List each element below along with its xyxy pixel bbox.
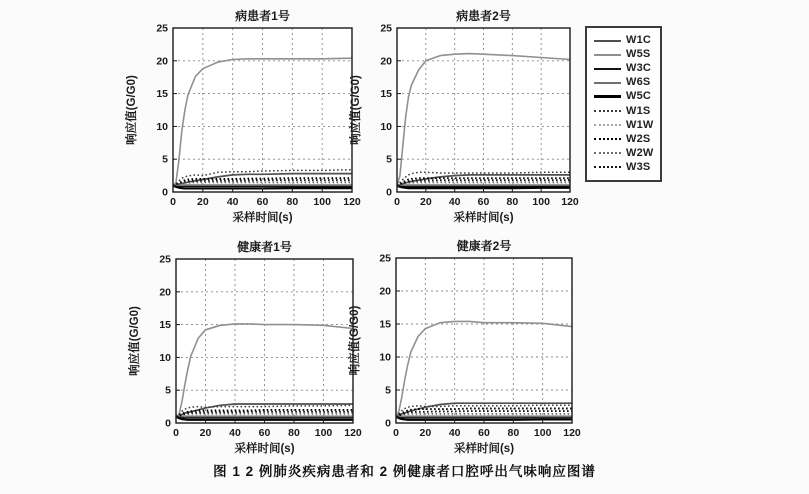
x-tick-label: 60 bbox=[258, 427, 271, 439]
legend-item-label: W1C bbox=[626, 34, 652, 46]
legend-line-sample bbox=[594, 82, 621, 84]
y-tick-label: 20 bbox=[159, 286, 171, 299]
legend-line-sample bbox=[594, 110, 621, 112]
y-tick-label: 20 bbox=[379, 285, 391, 298]
y-tick-label: 25 bbox=[156, 22, 168, 35]
x-tick-label: 120 bbox=[343, 196, 361, 208]
x-tick-label: 20 bbox=[196, 196, 209, 208]
chart-svg bbox=[340, 6, 585, 228]
x-tick-label: 100 bbox=[532, 196, 550, 208]
y-tick-label: 20 bbox=[380, 55, 392, 68]
x-tick-label: 20 bbox=[419, 196, 432, 208]
x-tick-label: 80 bbox=[506, 196, 519, 208]
y-axis-label: 响应值(G/G0) bbox=[350, 75, 362, 145]
legend-item-label: W6S bbox=[626, 76, 651, 89]
x-tick-label: 120 bbox=[344, 427, 362, 439]
chart-title: 病患者2号 bbox=[456, 9, 511, 23]
x-axis-label: 采样时间(s) bbox=[453, 212, 514, 224]
y-tick-label: 0 bbox=[162, 186, 168, 199]
legend-line-sample bbox=[594, 152, 621, 154]
x-tick-label: 120 bbox=[563, 427, 581, 439]
x-tick-label: 0 bbox=[394, 196, 400, 208]
y-tick-label: 15 bbox=[156, 88, 168, 101]
x-tick-label: 80 bbox=[286, 196, 299, 208]
x-tick-label: 100 bbox=[533, 427, 552, 439]
x-tick-label: 80 bbox=[507, 427, 520, 439]
chart-title: 健康者1号 bbox=[237, 240, 292, 254]
y-tick-label: 10 bbox=[156, 120, 168, 133]
x-axis-label: 采样时间(s) bbox=[453, 443, 515, 455]
y-tick-label: 15 bbox=[380, 88, 392, 101]
legend-item-W3S bbox=[594, 162, 656, 173]
legend-line-sample bbox=[594, 68, 621, 70]
legend-line-sample bbox=[594, 124, 621, 126]
legend-item-W1W bbox=[594, 120, 656, 131]
y-tick-label: 5 bbox=[162, 153, 168, 166]
legend-item-W1S bbox=[594, 106, 656, 117]
chart-healthy-1 bbox=[118, 237, 370, 459]
y-tick-label: 0 bbox=[385, 417, 391, 430]
y-tick-label: 5 bbox=[385, 384, 391, 397]
legend-item-W2S bbox=[594, 134, 656, 145]
chart-patient-2 bbox=[340, 6, 585, 228]
x-axis-label: 采样时间(s) bbox=[234, 443, 295, 455]
legend-line-sample bbox=[594, 166, 621, 168]
legend-item-W1C bbox=[594, 35, 656, 46]
chart-svg bbox=[118, 237, 370, 459]
x-tick-label: 100 bbox=[314, 427, 333, 439]
chart-healthy-2 bbox=[339, 236, 587, 458]
x-tick-label: 0 bbox=[170, 196, 176, 208]
y-tick-label: 10 bbox=[380, 120, 392, 133]
y-tick-label: 10 bbox=[159, 351, 171, 364]
legend-line-sample bbox=[594, 95, 621, 98]
y-axis-label: 响应值(G/G0) bbox=[349, 305, 361, 376]
chart-title: 病患者1号 bbox=[235, 9, 290, 23]
legend-item-label: W1S bbox=[626, 104, 651, 117]
x-tick-label: 40 bbox=[229, 427, 241, 439]
legend-item-W6S bbox=[594, 77, 656, 88]
legend-item-W5C bbox=[594, 91, 656, 102]
x-tick-label: 60 bbox=[477, 196, 490, 208]
legend-item-W3C bbox=[594, 63, 656, 74]
y-tick-label: 25 bbox=[379, 252, 391, 265]
chart-svg bbox=[115, 6, 370, 228]
x-tick-label: 0 bbox=[173, 427, 179, 439]
y-tick-label: 5 bbox=[386, 153, 392, 166]
y-tick-label: 20 bbox=[156, 55, 168, 68]
y-axis-label: 响应值(G/G0) bbox=[129, 306, 141, 376]
legend-item-label: W5S bbox=[626, 48, 651, 61]
chart-patient-1 bbox=[115, 6, 370, 228]
legend bbox=[585, 26, 662, 182]
legend-item-label: W3S bbox=[626, 160, 651, 173]
y-tick-label: 25 bbox=[380, 22, 392, 35]
legend-item-W2W bbox=[594, 148, 656, 159]
chart-title: 健康者2号 bbox=[456, 239, 512, 253]
legend-item-label: W2S bbox=[626, 132, 651, 145]
x-tick-label: 40 bbox=[226, 196, 239, 208]
legend-item-label: W3C bbox=[626, 62, 652, 75]
legend-line-sample bbox=[594, 54, 621, 56]
legend-item-label: W1W bbox=[626, 118, 654, 131]
legend-item-label: W5C bbox=[626, 90, 652, 103]
legend-line-sample bbox=[594, 40, 621, 42]
x-tick-label: 100 bbox=[313, 196, 331, 208]
x-tick-label: 20 bbox=[199, 427, 212, 439]
legend-item-label: W2W bbox=[626, 146, 654, 159]
chart-svg bbox=[339, 236, 587, 458]
y-tick-label: 0 bbox=[386, 186, 392, 199]
y-axis-label: 响应值(G/G0) bbox=[126, 75, 138, 145]
figure-caption: 图 1 2 例肺炎疾病患者和 2 例健康者口腔呼出气味响应图谱 bbox=[213, 464, 596, 479]
x-axis-label: 采样时间(s) bbox=[232, 212, 293, 224]
x-tick-label: 60 bbox=[256, 196, 269, 208]
x-tick-label: 80 bbox=[288, 427, 300, 439]
x-tick-label: 60 bbox=[478, 427, 490, 439]
legend-item-W5S bbox=[594, 49, 656, 60]
y-tick-label: 25 bbox=[159, 253, 171, 266]
x-tick-label: 20 bbox=[419, 427, 432, 439]
y-tick-label: 15 bbox=[379, 318, 391, 331]
legend-line-sample bbox=[594, 138, 621, 140]
y-tick-label: 15 bbox=[159, 319, 171, 332]
x-tick-label: 0 bbox=[393, 427, 399, 439]
x-tick-label: 120 bbox=[561, 196, 579, 208]
x-tick-label: 40 bbox=[448, 196, 461, 208]
y-tick-label: 10 bbox=[379, 351, 391, 364]
y-tick-label: 5 bbox=[165, 384, 171, 397]
y-tick-label: 0 bbox=[165, 417, 171, 430]
x-tick-label: 40 bbox=[448, 427, 461, 439]
